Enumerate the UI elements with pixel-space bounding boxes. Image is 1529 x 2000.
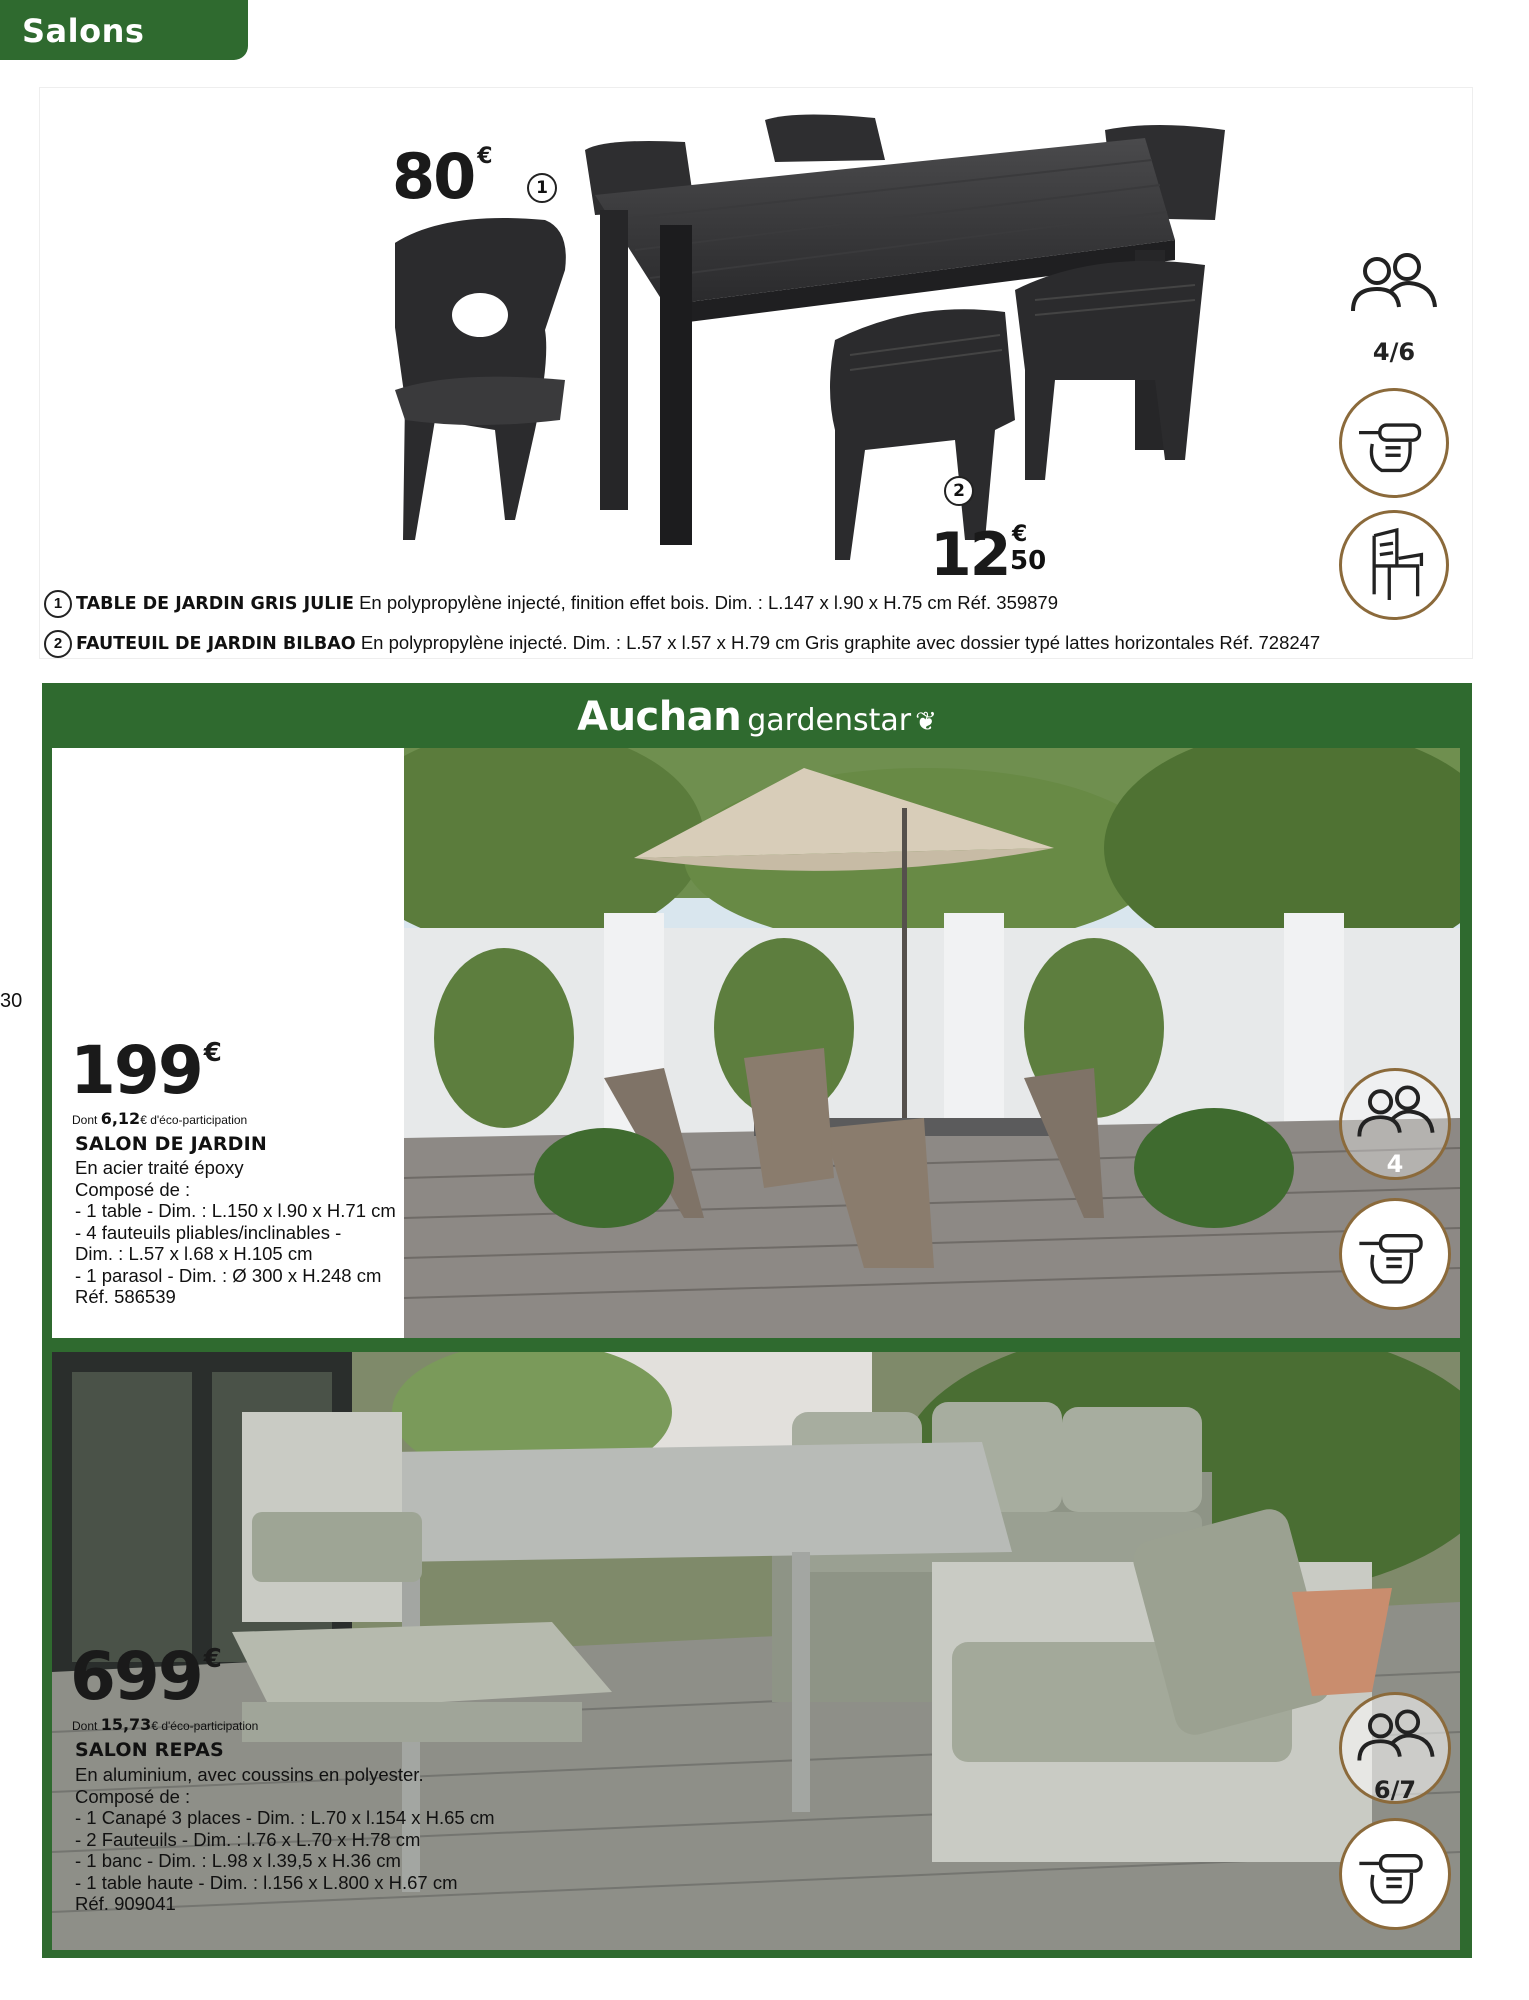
- salon-repas-eco-prefix: Dont: [72, 1719, 98, 1733]
- brand-sub: gardenstar: [747, 703, 912, 738]
- salon-repas-description: En aluminium, avec coussins en polyester. Composé de : - 1 Canapé 3 places - Dim. : L.70 x l.154 x H.65 cm - 2 Fauteuils - Dim. : l.76 x L.70 x H.78 cm - 1 banc - Dim. : L.98 x l.39,5 x H.36 cm - 1 table haute - Dim. : l.156 x L.800 x H.67 cm Réf. 909041: [75, 1764, 495, 1914]
- product2-marker: 2: [944, 476, 974, 506]
- salon-repas-people-count: 6/7: [1373, 1776, 1417, 1804]
- salon-jardin-eco: [72, 1109, 247, 1128]
- product2-price-int: 12: [930, 520, 1010, 590]
- product1-description-line: [44, 590, 1058, 618]
- salon-repas-eco-suffix: d'éco-participation: [161, 1719, 259, 1733]
- assembly-badge: [1339, 388, 1449, 498]
- brand-name: Auchan: [577, 694, 742, 740]
- salon-jardin-eco-suffix: d'éco-participation: [150, 1113, 248, 1127]
- salon-repas-assembly-badge: [1339, 1818, 1451, 1930]
- salon-repas-eco-value: 15,73: [100, 1715, 152, 1734]
- salon-jardin-price: [70, 1032, 220, 1109]
- salon-jardin-eco-euro: €: [140, 1113, 147, 1127]
- product1-marker: 1: [527, 173, 557, 203]
- product2-name: FAUTEUIL DE JARDIN BILBAO: [76, 633, 356, 654]
- salon-repas-name: SALON REPAS: [75, 1739, 224, 1761]
- salon-repas-price-euro: €: [203, 1644, 220, 1674]
- product1-price: [392, 140, 491, 213]
- people-icon: [1339, 247, 1449, 331]
- salon-jardin-eco-value: 6,12: [100, 1109, 141, 1128]
- page-number: 30: [0, 990, 23, 1012]
- product1-name: TABLE DE JARDIN GRIS JULIE: [76, 593, 354, 614]
- brand-logo: [42, 694, 1472, 744]
- people-count-top: 4/6: [1372, 338, 1416, 366]
- product1-description: En polypropylène injecté, finition effet bois. Dim. : L.147 x l.90 x H.75 cm Réf. 359879: [359, 591, 1059, 613]
- salon-jardin-price-euro: €: [203, 1038, 220, 1068]
- assembly-icon: [1342, 391, 1446, 495]
- product2-description-line: [44, 630, 1320, 658]
- assembly-icon: [1342, 1821, 1448, 1927]
- product1-price-euro: €: [477, 144, 491, 169]
- product2-price-euro: €: [1012, 522, 1028, 547]
- product2-description: En polypropylène injecté. Dim. : L.57 x l.57 x H.79 cm Gris graphite avec dossier typé lattes horizontales Réf. 728247: [360, 631, 1321, 653]
- table-chairs-image: [395, 100, 1265, 580]
- assembly-icon: [1342, 1201, 1448, 1307]
- people-badge: [1339, 247, 1449, 331]
- salon-repas-price: [70, 1638, 220, 1715]
- chair-icon: [1342, 513, 1446, 617]
- product1-price-int: 80: [392, 140, 475, 213]
- salon-repas-eco-euro: €: [151, 1719, 158, 1733]
- salon-jardin-photo: [404, 748, 1460, 1338]
- salon-jardin-people-count: 4: [1386, 1150, 1404, 1178]
- salon-jardin-description: En acier traité époxy Composé de : - 1 table - Dim. : L.150 x l.90 x H.71 cm - 4 fauteuils pliables/inclinables - Dim. : L.57 x l.68 x H.105 cm - 1 parasol - Dim. : Ø 300 x H.248 cm Réf. 586539: [75, 1157, 396, 1307]
- section-title: Salons repas: [22, 12, 145, 88]
- salon-jardin-eco-prefix: Dont: [72, 1113, 98, 1127]
- product2-desc-marker: 2: [44, 630, 72, 658]
- salon-jardin-price-value: 199: [70, 1032, 202, 1109]
- chair-badge: [1339, 510, 1449, 620]
- section-header-tab: [0, 0, 248, 88]
- salon-repas-eco: [72, 1715, 258, 1734]
- salon-repas-price-value: 699: [70, 1638, 202, 1715]
- product2-price: [930, 520, 1010, 590]
- salon-jardin-assembly-badge: [1339, 1198, 1451, 1310]
- product1-desc-marker: 1: [44, 590, 72, 618]
- salon-jardin-name: SALON DE JARDIN: [75, 1133, 267, 1155]
- leaf-icon: ❦: [915, 706, 937, 736]
- product2-price-cents: 50: [1010, 546, 1047, 576]
